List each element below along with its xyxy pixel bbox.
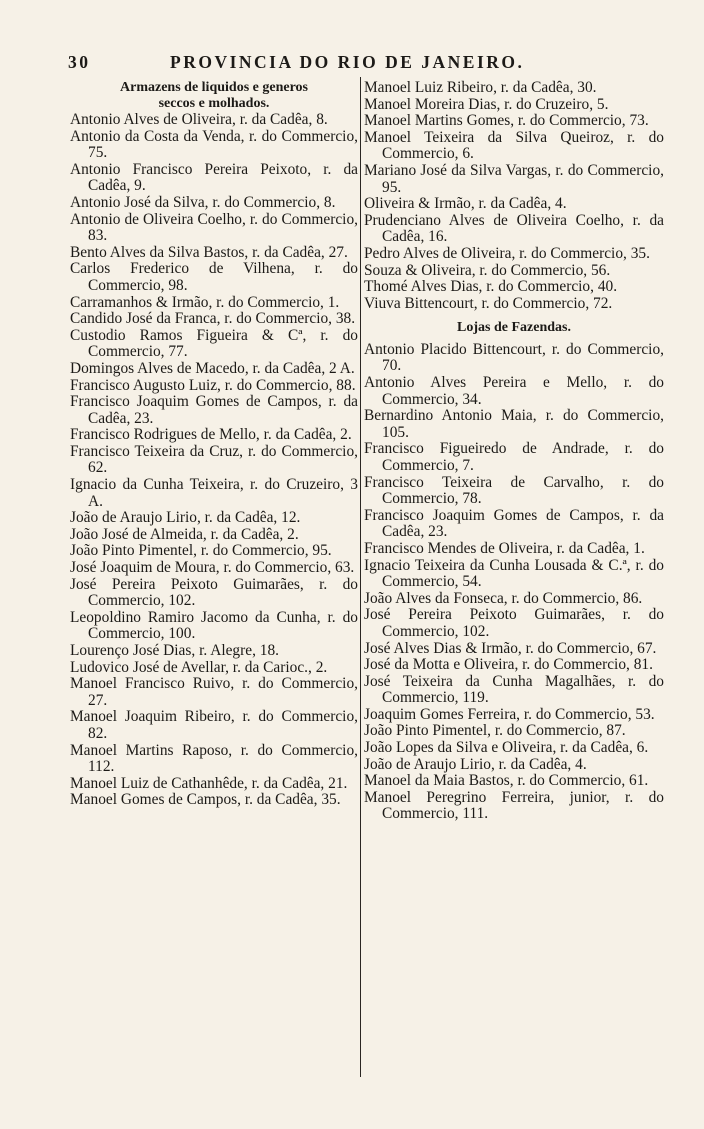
list-entry: Manoel Moreira Dias, r. do Cruzeiro, 5. <box>364 95 609 113</box>
list-entry: Candido José da Franca, r. do Commercio, 38. <box>70 310 356 328</box>
list-entry: Souza & Oliveira, r. do Commercio, 56. <box>364 261 611 279</box>
list-entry: Antonio da Costa da Venda, r. do Commercio, 75. <box>70 127 358 162</box>
list-entry: João Pinto Pimentel, r. do Commercio, 95. <box>70 542 332 560</box>
list-entry: Francisco Joaquim Gomes de Campos, r. da Cadêa, 23. <box>70 393 358 427</box>
list-entry: Domingos Alves de Macedo, r. da Cadêa, 2 A. <box>70 359 355 377</box>
list-entry: Antonio Francisco Pereira Peixoto, r. da Cadêa, 9. <box>70 160 358 195</box>
list-entry: João Lopes da Silva e Oliveira, r. da Cadêa, 6. <box>364 739 649 757</box>
list-entry: João Alves da Fonseca, r. do Commercio, 86. <box>364 589 643 607</box>
right-column <box>364 80 664 823</box>
list-entry: Manoel Teixeira da Silva Queiroz, r. do Commercio, 6. <box>364 128 664 163</box>
list-entry: Manoel Gomes de Campos, r. da Cadêa, 35. <box>70 791 341 809</box>
list-entry: José Pereira Peixoto Guimarães, r. do Commercio, 102. <box>364 606 664 640</box>
list-entry: Lourenço José Dias, r. Alegre, 18. <box>70 642 280 659</box>
list-entry: Francisco Augusto Luiz, r. do Commercio, 88. <box>70 376 356 394</box>
page-number: 30 <box>68 52 91 72</box>
entry-list-armazens <box>70 112 358 809</box>
list-entry: Leopoldino Ramiro Jacomo da Cunha, r. do Commercio, 100. <box>70 608 358 643</box>
list-entry: Manoel Luiz Ribeiro, r. da Cadêa, 30. <box>364 79 597 96</box>
list-entry: Antonio Alves de Oliveira, r. da Cadêa, 8. <box>70 111 328 128</box>
list-entry: Francisco Teixeira da Cruz, r. do Commercio, 62. <box>70 442 358 477</box>
list-entry: Bernardino Antonio Maia, r. do Commercio, 105. <box>364 407 664 441</box>
list-entry: Manoel Francisco Ruivo, r. do Commercio, 27. <box>70 675 358 709</box>
heading-line: seccos e molhados. <box>158 95 270 111</box>
section-heading-lojas: Lojas de Fazendas. <box>457 320 571 336</box>
list-entry: Antonio Alves Pereira e Mello, r. do Commercio, 34. <box>364 374 664 408</box>
list-entry: Manoel Joaquim Ribeiro, r. do Commercio, 82. <box>70 708 358 742</box>
list-entry: José Joaquim de Moura, r. do Commercio, 63. <box>70 559 355 577</box>
list-entry: João José de Almeida, r. da Cadêa, 2. <box>70 525 299 543</box>
list-entry: Carlos Frederico de Vilhena, r. do Commercio, 98. <box>70 260 358 294</box>
list-entry: Francisco Teixeira de Carvalho, r. do Commercio, 78. <box>364 473 664 508</box>
list-entry: Viuva Bittencourt, r. do Commercio, 72. <box>364 294 613 312</box>
list-entry: Antonio de Oliveira Coelho, r. do Commercio, 83. <box>70 210 358 245</box>
list-entry: Manoel da Maia Bastos, r. do Commercio, 61. <box>364 772 649 790</box>
page-title: PROVINCIA DO RIO DE JANEIRO. <box>170 52 525 72</box>
entry-list-armazens-continued <box>364 80 664 312</box>
list-entry: Manoel Martins Gomes, r. do Commercio, 73. <box>364 112 649 130</box>
list-entry: Manoel Peregrino Ferreira, junior, r. do Commercio, 111. <box>364 788 664 823</box>
list-entry: Francisco Joaquim Gomes de Campos, r. da Cadêa, 23. <box>364 506 664 541</box>
section-heading-armazens <box>70 80 358 111</box>
list-entry: Francisco Rodrigues de Mello, r. da Cadêa, 2. <box>70 426 352 444</box>
list-entry: Francisco Mendes de Oliveira, r. da Cadêa, 1. <box>364 539 645 557</box>
list-entry: Ignacio da Cunha Teixeira, r. do Cruzeiro, 3 A. <box>70 476 358 510</box>
list-entry: Carramanhos & Irmão, r. do Commercio, 1. <box>70 293 340 311</box>
list-entry: João de Araujo Lirio, r. da Cadêa, 12. <box>70 509 301 527</box>
list-entry: Oliveira & Irmão, r. da Cadêa, 4. <box>364 195 567 213</box>
list-entry: José Teixeira da Cunha Magalhães, r. do Commercio, 119. <box>364 672 664 707</box>
page-header <box>68 52 668 78</box>
column-divider <box>360 77 361 1077</box>
list-entry: Bento Alves da Silva Bastos, r. da Cadêa, 27. <box>70 243 348 261</box>
list-entry: José Alves Dias & Irmão, r. do Commercio, 67. <box>364 639 657 657</box>
list-entry: João Pinto Pimentel, r. do Commercio, 87. <box>364 722 626 740</box>
list-entry: Ludovico José de Avellar, r. da Carioc., 2. <box>70 658 328 676</box>
list-entry: Pedro Alves de Oliveira, r. do Commercio, 35. <box>364 244 650 262</box>
list-entry: Francisco Figueiredo de Andrade, r. do Commercio, 7. <box>364 440 664 474</box>
list-entry: José Pereira Peixoto Guimarães, r. do Commercio, 102. <box>70 575 358 610</box>
list-entry: João de Araujo Lirio, r. da Cadêa, 4. <box>364 755 587 773</box>
list-entry: Manoel Martins Raposo, r. do Commercio, 112. <box>70 741 358 776</box>
entry-list-lojas <box>364 342 664 823</box>
list-entry: Antonio José da Silva, r. do Commercio, 8. <box>70 193 336 211</box>
heading-line: Armazens de liquidos e generos <box>120 80 308 95</box>
list-entry: Thomé Alves Dias, r. do Commercio, 40. <box>364 278 618 296</box>
list-entry: José da Motta e Oliveira, r. do Commercio, 81. <box>364 656 653 674</box>
list-entry: Ignacio Teixeira da Cunha Lousada & C.ª, r. do Commercio, 54. <box>364 556 664 591</box>
list-entry: Antonio Placido Bittencourt, r. do Commercio, 70. <box>364 340 664 375</box>
list-entry: Joaquim Gomes Ferreira, r. do Commercio, 53. <box>364 705 655 723</box>
left-column <box>70 80 358 809</box>
list-entry: Mariano José da Silva Vargas, r. do Commercio, 95. <box>364 161 664 196</box>
list-entry: Custodio Ramos Figueira & Cª, r. do Commercio, 77. <box>70 326 358 361</box>
list-entry: Prudenciano Alves de Oliveira Coelho, r. da Cadêa, 16. <box>364 211 664 246</box>
list-entry: Manoel Luiz de Cathanhêde, r. da Cadêa, 21. <box>70 774 348 792</box>
